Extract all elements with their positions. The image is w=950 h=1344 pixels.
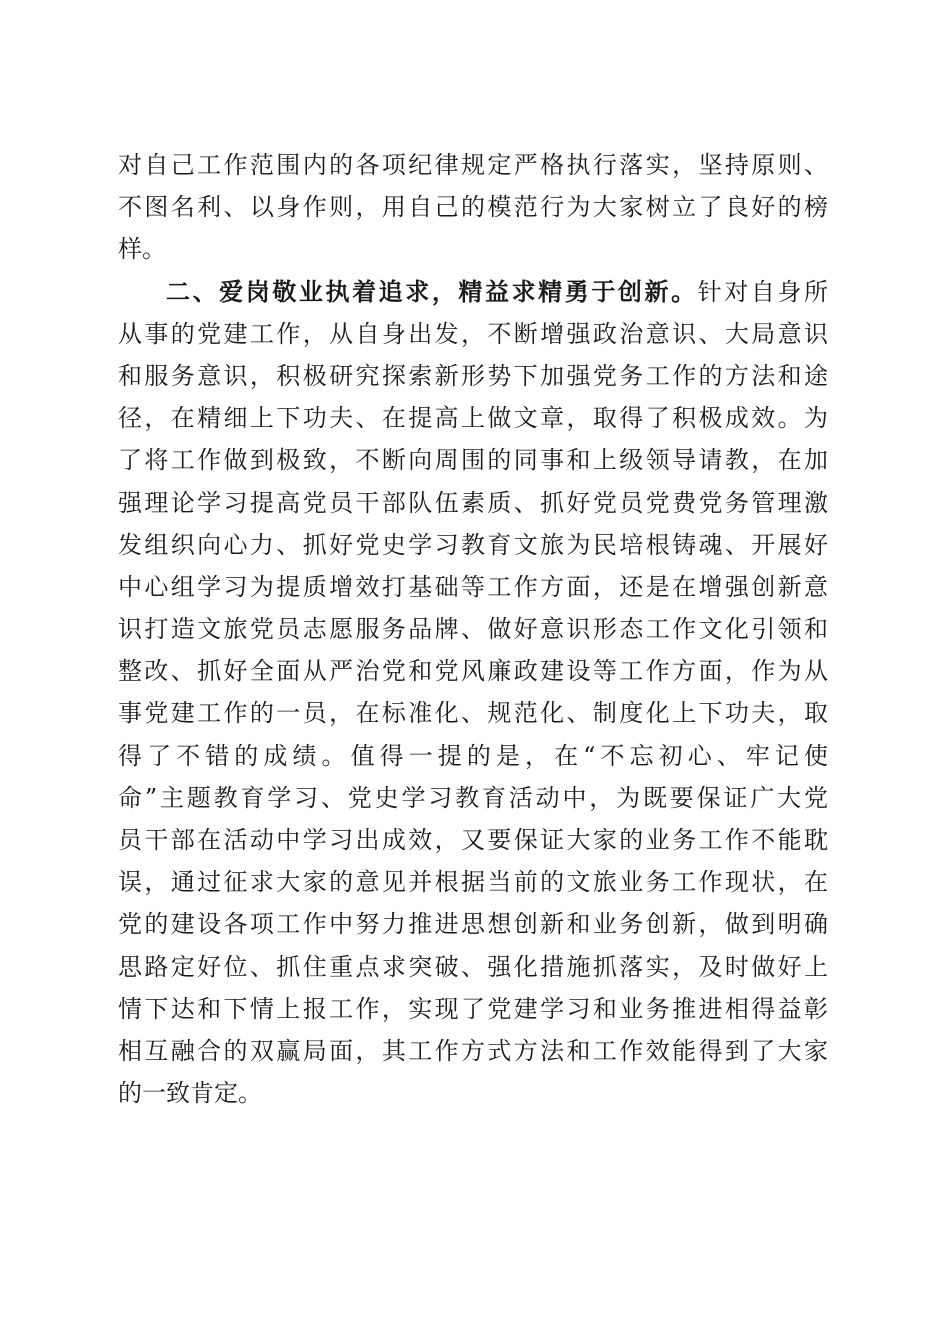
paragraph-line: 径，在精细上下功夫、在提高上做文章，取得了积极成效。为 — [118, 404, 828, 433]
paragraph-line: 事党建工作的一员，在标准化、规范化、制度化上下功夫，取 — [118, 699, 828, 728]
paragraph-line: 强理论学习提高党员干部队伍素质、抓好党员党费党务管理激 — [118, 488, 828, 517]
paragraph-line: 思路定好位、抓住重点求突破、强化措施抓落实，及时做好上 — [118, 952, 828, 981]
paragraph-line: 对自己工作范围内的各项纪律规定严格执行落实，坚持原则、 — [118, 151, 828, 179]
paragraph-line: 不图名利、以身作则，用自己的模范行为大家树立了良好的榜 — [118, 193, 828, 222]
paragraph-line: 整改、抓好全面从严治党和党风廉政建设等工作方面，作为从 — [118, 657, 828, 686]
paragraph-line: 党的建设各项工作中努力推进思想创新和业务创新，做到明确 — [118, 910, 828, 939]
section-heading: 二、爱岗敬业执着追求，精益求精勇于创新。 — [166, 277, 698, 306]
paragraph-line: 得了不错的成绩。值得一提的是，在“不忘初心、牢记使 — [118, 741, 828, 770]
paragraph-line: 情下达和下情上报工作，实现了党建学习和业务推进相得益彰 — [118, 994, 828, 1023]
paragraph-line: 命”主题教育学习、党史学习教育活动中，为既要保证广大党 — [118, 783, 828, 812]
paragraph-line: 样。 — [118, 235, 166, 264]
paragraph-line: 识打造文旅党员志愿服务品牌、做好意识形态工作文化引领和 — [118, 615, 828, 644]
paragraph-line: 中心组学习为提质增效打基础等工作方面，还是在增强创新意 — [118, 572, 828, 601]
paragraph-first-line — [118, 271, 828, 313]
paragraph-line: 的一致肯定。 — [118, 1079, 262, 1108]
paragraph-line: 发组织向心力、抓好党史学习教育文旅为民培根铸魂、开展好 — [118, 530, 828, 559]
paragraph-text: 针对自身所 — [697, 277, 828, 306]
paragraph-line: 和服务意识，积极研究探索新形势下加强党务工作的方法和途 — [118, 361, 828, 390]
body-text — [118, 144, 828, 1114]
paragraph-line: 从事的党建工作，从自身出发，不断增强政治意识、大局意识 — [118, 319, 828, 348]
paragraph-line: 员干部在活动中学习出成效，又要保证大家的业务工作不能耽 — [118, 826, 828, 854]
paragraph-line: 了将工作做到极致，不断向周围的同事和上级领导请教，在加 — [118, 446, 828, 475]
paragraph-line: 误，通过征求大家的意见并根据当前的文旅业务工作现状，在 — [118, 868, 828, 897]
paragraph-line: 相互融合的双赢局面，其工作方式方法和工作效能得到了大家 — [118, 1036, 828, 1065]
